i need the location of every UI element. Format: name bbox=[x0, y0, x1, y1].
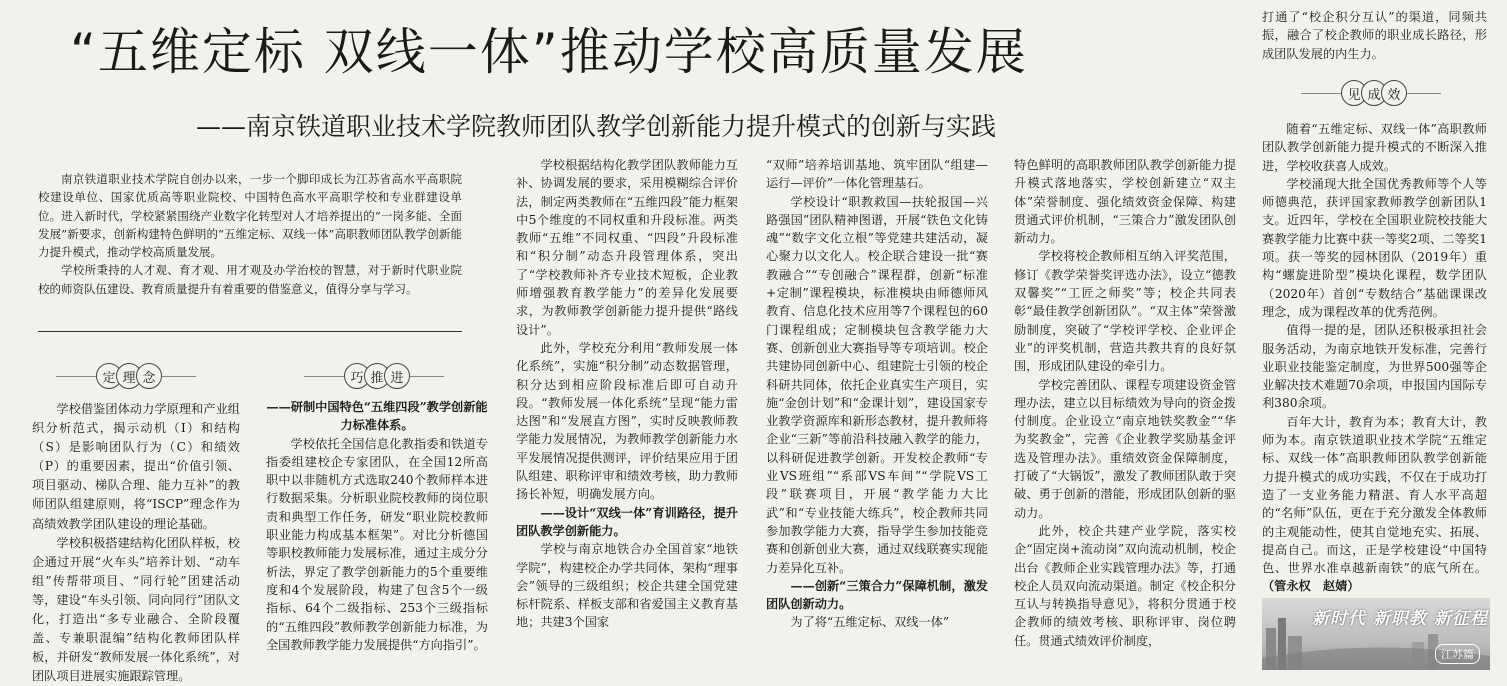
paragraph: 学校完善团队、课程专项建设资金管理办法，建立以目标绩效为导向的资金拨付制度。企业设立“南京地铁奖教金”“华为奖教金”，完善《企业教学奖励基金评选及管理办法》。重绩效资金保障制度，打破了“大锅饭”，激发了教师团队敢于突破、勇于创新的潜能，形成团队创新的驱动力。 bbox=[1014, 377, 1236, 520]
paragraph: 学校将校企教师相互纳入评奖范围，修订《教学荣誉奖评选办法》，设立“德教双馨奖”“工匠之师奖”等；校企共同表彰“最佳教学创新团队”。“双主体”荣誉激励制度，突破了“学校评学校、企业评企业”的评奖机制，营造共教共育的良好氛围，形成团队建设的牵引力。 bbox=[1014, 249, 1236, 374]
paragraph: 学校设计“职教救国—扶轮报国—兴路强国”团队精神图谱，开展“铁色文化铸魂”“数字文化立根”等党建共建活动，凝心聚力以文化人。校企联合建设一批“赛教融合”“专创融合”课程群，创新“标准+定制”课程模块，标准模块由师德师风教育、信息化技术应用等7个课程包的60门课程组成；定制模块包含教学能力大赛、创新创业大赛指导等专项培训。校企共建协同创新中心、组建院士引领的校企科研共同体，依托企业真实生产项目，实施“金创计划”和“金课计划”，建设国家专业教学资源库和新形态教材，提升教师将企业“三新”等前沿科技融入教学的能力，以科研促进教学创新。开发校企教师“专业VS班组”“系部VS车间”“学院VS工段”联赛项目，开展“教学能力大比武”和“专业技能大练兵”，校企教师共同参加教学能力大赛，指导学生参加技能竞赛和创新创业大赛，通过双线联赛实现能力差异化互补。 bbox=[766, 194, 988, 575]
article-column-2 bbox=[266, 398, 488, 670]
badge-char: 巧 bbox=[344, 363, 370, 389]
paragraph: 特色鲜明的高职教师团队教学创新能力提升模式落地落实，学校创新建立“双主体”荣誉制度、强化绩效资金保障、构建贯通式评价机制，“三策合力”激发团队创新动力。 bbox=[1014, 158, 1236, 246]
paragraph: 此外，校企共建产业学院，落实校企“固定岗+流动岗”双向流动机制，校企出台《教师企业实践管理办法》等，打通校企人员双向流动渠道。制定《校企积分互认与转换指导意见》，将积分贯通于校企教师的绩效考核、职称评审、岗位聘任。贯通式绩效评价制度， bbox=[1014, 523, 1236, 648]
intro-section bbox=[38, 170, 462, 330]
paragraph: 学校积极搭建结构化团队样板，校企通过开展“火车头”培养计划、“动车组”传帮带项目、“同行轮”团建活动等，建设“车头引领、同向同行”团队文化，打造出“多专业融合、全阶段覆盖、专兼职混编”结构化教师团队样板，并研发“教师发展一体化系统”，对团队项目进展实施跟踪管理。 bbox=[32, 535, 240, 684]
badge-char: 念 bbox=[136, 363, 162, 389]
paragraph: 学校借鉴团体动力学原理和产业组织分析范式，揭示动机（I）和结构（S）是影响团队行为（C）和绩效（P）的重要因素，提出“价值引领、项目驱动、梯队合理、能力互补”的教师团队组建原则，将“ISCP”理念作为高绩效教学团队建设的理论基础。 bbox=[32, 402, 240, 531]
badge-char: 推 bbox=[364, 363, 390, 389]
section-heading: ——设计“双线一体”育训路径，提升团队教学创新能力。 bbox=[516, 505, 738, 538]
series-banner bbox=[1262, 598, 1490, 670]
article-column-7 bbox=[1262, 120, 1487, 592]
banner-region-tag: 江苏篇 bbox=[1435, 644, 1480, 664]
section-heading: ——研制中国特色“五维四段”教学创新能力标准体系。 bbox=[266, 400, 488, 433]
section-heading: ——创新“三策合力”保障机制，激发团队创新动力。 bbox=[766, 578, 988, 612]
article-column-3 bbox=[516, 156, 738, 670]
author-signature: （管永权 赵婧） bbox=[1262, 579, 1360, 594]
intro-paragraph: 南京铁道职业技术学院自创办以来，一步一个脚印成长为江苏省高水平高职院校建设单位、国家优质高等职业院校、中国特色高水平高职学校和专业群建设单位。进入新时代，学校紧紧围绕产业数字化转型对人才培养提出的“一岗多能、全面发展”新要求，创新构建特色鲜明的“五维定标、双线一体”高职教师团队教学创新能力提升模式，推动学校高质量发展。 bbox=[38, 172, 462, 260]
badge-char: 进 bbox=[384, 363, 410, 389]
paragraph: 为了将“五维定标、双线一体” bbox=[790, 615, 950, 630]
paragraph: 此外，学校充分利用“教师发展一体化系统”，实施“积分制”动态数据管理，积分达到相应阶段标准后即可自动升段。“教师发展一体化系统”呈现“能力雷达图”和“发展直方图”，实时反映教师教学能力发展情况，为教师教学创新能力水平发展情况提供测评，评价结果应用于团队组建、职称评审和绩效考核，助力教师扬长补短，明确发展方向。 bbox=[516, 340, 738, 502]
paragraph: 学校根据结构化教学团队教师能力互补、协调发展的要求，采用模糊综合评价法，制定两类教师在“五维四段”能力框架中5个维度的不同权重和升段标准。两类教师“五维”不同权重、“四段”升段标准和“积分制”动态升段管理体系，突出了“学校教师补齐专业技术短板，企业教师增强教育教学能力”的差异化发展要求，为教师教学创新能力提升提供“路线设计”。 bbox=[516, 158, 738, 337]
paragraph: 学校涌现大批全国优秀教师等个人等师德典范，获评国家教师教学创新团队1支。近四年，学校在全国职业院校技能大赛教学能力比赛中获一等奖2项、二等奖1项。获一等奖的园林团队（2019年）重构“螺旋进阶型”模块化课程，数学团队（2020年）首创“专数结合”基础课课改理念，成为课程改革的优秀范例。 bbox=[1262, 176, 1487, 319]
paragraph: 打通了“校企积分互认”的渠道，同频共振，融合了校企教师的职业成长路径，形成团队发展的内生力。 bbox=[1262, 10, 1487, 61]
section-badge-qiao bbox=[344, 363, 404, 389]
badge-char: 理 bbox=[116, 363, 142, 389]
article-column-6 bbox=[1262, 8, 1487, 70]
banner-slogan: 新时代 新职教 新征程 bbox=[1312, 609, 1488, 629]
article-column-1 bbox=[32, 400, 240, 684]
badge-char: 见 bbox=[1341, 80, 1367, 106]
page-title: “五维定标 双线一体”推动学校高质量发展 bbox=[70, 23, 1028, 81]
badge-char: 成 bbox=[1361, 80, 1387, 106]
intro-divider bbox=[38, 331, 462, 332]
badge-char: 效 bbox=[1381, 80, 1407, 106]
page-subtitle: ——南京铁道职业技术学院教师团队教学创新能力提升模式的创新与实践 bbox=[196, 112, 997, 141]
closing-text: 百年大计，教育为本；教育大计，教师为本。南京铁道职业技术学院“五维定标、双线一体”高职教师团队教学创新能力提升模式的成功实践，不仅在于成功打造了一支业务能力精湛、育人水平高超的“名师”队伍，更在于充分激发全体教师的主观能动性，使其自觉地充实、拓展、提高自己。而这，正是学校建设“中国特色、世界水准卓越新南铁”的底气所在。 bbox=[1262, 414, 1487, 576]
intro-paragraph: 学校所秉持的人才观、育才观、用才观及办学治校的智慧，对于新时代职业院校的师资队伍建设、教育质量提升有着重要的借鉴意义，值得分享与学习。 bbox=[38, 263, 462, 296]
paragraph: 随着“五维定标、双线一体”高职教师团队教学创新能力提升模式的不断深入推进，学校收获喜人成效。 bbox=[1262, 122, 1487, 173]
article-column-4 bbox=[766, 156, 988, 670]
paragraph: 学校依托全国信息化教指委和铁道专指委组建校企专家团队，在全国12所高职中以非随机方式选取240个教师样本进行数据采集。分析职业院校教师的岗位职责和典型工作任务，研发“职业院校教师职业能力构成基本框架”。对比分析德国等职校教师能力发展标准，通过主成分分析法，界定了教学创新能力的5个重要维度和4个发展阶段，构建了包含5个一级指标、64个二级指标、253个三级指标的“五维四段”教师教学创新能力标准，为全国教师教学能力发展提供“方向指引”。 bbox=[266, 436, 488, 652]
paragraph: 值得一提的是，团队还积极承担社会服务活动，为南京地铁开发标准，完善行业职业技能鉴定制度，为世界500强等企业解决技术难题70余项，申报国内国际专利380余项。 bbox=[1262, 323, 1487, 411]
article-column-5 bbox=[1014, 156, 1236, 670]
badge-char: 定 bbox=[96, 363, 122, 389]
section-badge-jian bbox=[1341, 80, 1401, 106]
paragraph bbox=[1262, 413, 1487, 596]
paragraph: 学校与南京地铁合办全国首家“地铁学院”，构建校企办学共同体，架构“理事会”领导的三级组织；校企共建全国党建标杆院系、样板支部和省爱国主义教育基地；共建3个国家 bbox=[516, 542, 738, 630]
section-badge-ding bbox=[96, 363, 156, 389]
paragraph: “双师”培养培训基地、筑牢团队“组建—运行—评价”一体化管理基石。 bbox=[766, 158, 988, 191]
